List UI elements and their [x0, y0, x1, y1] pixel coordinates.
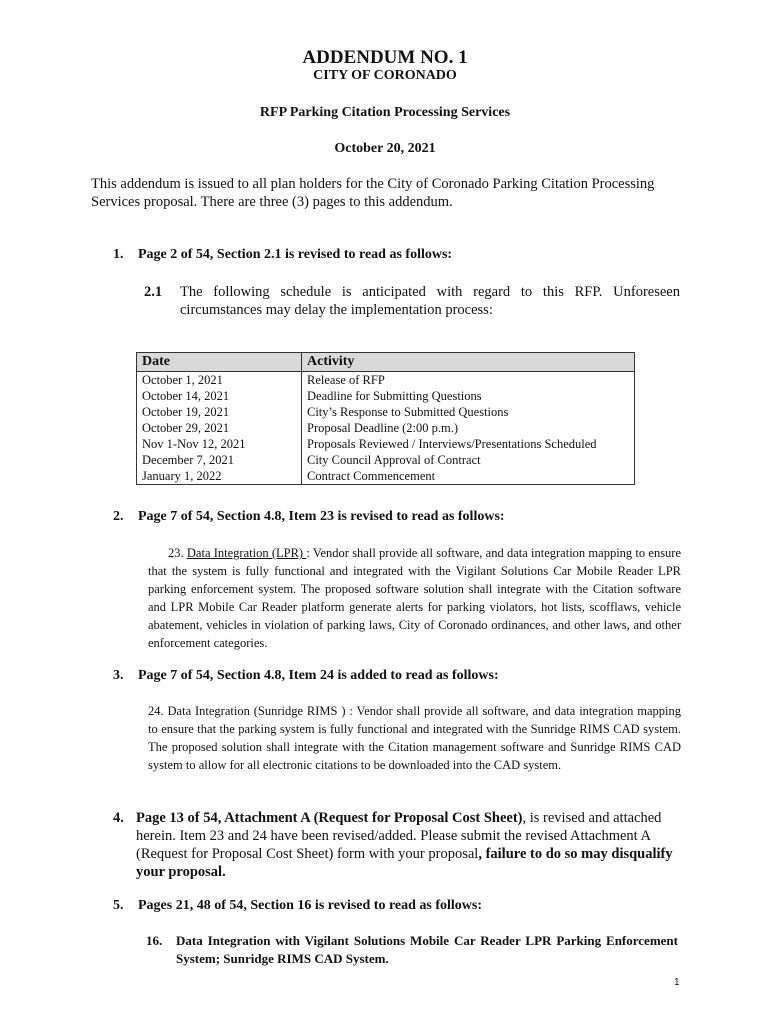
schedule-table: [136, 352, 635, 485]
item-1-heading-text: Page 2 of 54, Section 2.1 is revised to read as follows:: [138, 247, 453, 262]
section-16-text: Data Integration with Vigilant Solutions Mobile Car Reader LPR Parking Enforcement System; Sunridge RIMS CAD System.: [176, 933, 678, 966]
item-23-title: Data Integration (LPR): [186, 546, 307, 560]
schedule-header-date: Date: [137, 353, 302, 372]
schedule-activity-cell: Proposals Reviewed / Interviews/Presentations Scheduled: [302, 436, 635, 452]
item-4-number: 4.: [113, 810, 124, 826]
item-3-number: 3.: [113, 668, 124, 683]
schedule-activity-cell: Release of RFP: [302, 372, 635, 389]
table-row: [137, 436, 635, 452]
item-5-heading: [113, 898, 482, 914]
item-23-paragraph: [148, 544, 681, 652]
item-23-lead: 23.: [168, 546, 187, 560]
intro-paragraph: This addendum is issued to all plan holders for the City of Coronado Parking Citation Processing Services proposal. There are three (3) pages to this addendum.: [91, 176, 655, 210]
item-3-heading-text: Page 7 of 54, Section 4.8, Item 24 is added to read as follows:: [138, 668, 499, 683]
schedule-activity-cell: Proposal Deadline (2:00 p.m.): [302, 420, 635, 436]
item-2-number: 2.: [113, 509, 124, 524]
schedule-date-cell: October 19, 2021: [137, 404, 302, 420]
section-16-number: 16.: [146, 933, 163, 948]
table-row: [137, 452, 635, 468]
schedule-activity-cell: Deadline for Submitting Questions: [302, 388, 635, 404]
item-1-number: 1.: [113, 247, 124, 262]
item-5-heading-text: Pages 21, 48 of 54, Section 16 is revised to read as follows:: [138, 898, 483, 913]
table-row: [137, 404, 635, 420]
section-2-1-number: 2.1: [144, 284, 163, 300]
section-2-1: [144, 283, 680, 319]
item-2-heading-text: Page 7 of 54, Section 4.8, Item 23 is revised to read as follows:: [138, 509, 505, 524]
item-23-body: : Vendor shall provide all software, and data integration mapping to ensure that the system is fully functional and integrated with the Vigilant Solutions Car Mobile Reader LPR parking enforcement system. The proposed software solution shall integrate with the Citation software and LPR Mobile Car Reader platform generate alerts for parking violators, hot lists, scofflaws, vehicle abatement, vehicles in violation of parking laws, City of Coronado ordinances, and other laws, and other enforcement categories.: [148, 546, 682, 650]
item-4-bold-tail: , failure to do so may disqualify your proposal.: [136, 846, 673, 880]
schedule-date-cell: October 14, 2021: [137, 388, 302, 404]
schedule-date-cell: January 1, 2022: [137, 468, 302, 485]
schedule-activity-cell: City’s Response to Submitted Questions: [302, 404, 635, 420]
schedule-header-row: [137, 353, 635, 372]
table-row: [137, 420, 635, 436]
section-2-1-text: The following schedule is anticipated with regard to this RFP. Unforeseen circumstances may delay the implementation process:: [180, 284, 680, 318]
item-4-body: , is revised and attached herein. Item 23 and 24 have been revised/added. Please submit the revised Attachment A (Request for Proposal Cost Sheet) form with your proposal: [136, 810, 662, 862]
rfp-title: RFP Parking Citation Processing Services: [259, 105, 511, 120]
schedule-header-activity: Activity: [302, 353, 635, 372]
item-2-heading: [113, 509, 505, 525]
schedule-date-cell: December 7, 2021: [137, 452, 302, 468]
section-16: [146, 932, 678, 968]
item-5-number: 5.: [113, 898, 124, 913]
item-3-heading: [113, 668, 499, 684]
table-row: [137, 468, 635, 485]
item-4-bold-lead: Page 13 of 54, Attachment A (Request for Proposal Cost Sheet): [136, 810, 523, 826]
table-row: [137, 372, 635, 389]
document-title: ADDENDUM NO. 1: [302, 47, 468, 68]
item-1-heading: [113, 247, 452, 263]
table-row: [137, 388, 635, 404]
city-name: CITY OF CORONADO: [313, 68, 457, 83]
schedule-activity-cell: City Council Approval of Contract: [302, 452, 635, 468]
item-4: [113, 809, 688, 881]
item-4-text: [136, 809, 688, 881]
item-24-paragraph: 24. Data Integration (Sunridge RIMS ) : Vendor shall provide all software, and data integration mapping to ensure that the parking system is fully functional and integrated with the Sunridge RIMS CAD system. The proposed solution shall integrate with the Citation management software and Sunridge RIMS CAD system to allow for all electronic citations to be downloaded into the CAD system.: [148, 704, 681, 772]
page-number: 1: [674, 977, 680, 988]
schedule-date-cell: October 29, 2021: [137, 420, 302, 436]
schedule-date-cell: October 1, 2021: [137, 372, 302, 389]
document-date: October 20, 2021: [334, 141, 436, 156]
schedule-date-cell: Nov 1-Nov 12, 2021: [137, 436, 302, 452]
schedule-activity-cell: Contract Commencement: [302, 468, 635, 485]
